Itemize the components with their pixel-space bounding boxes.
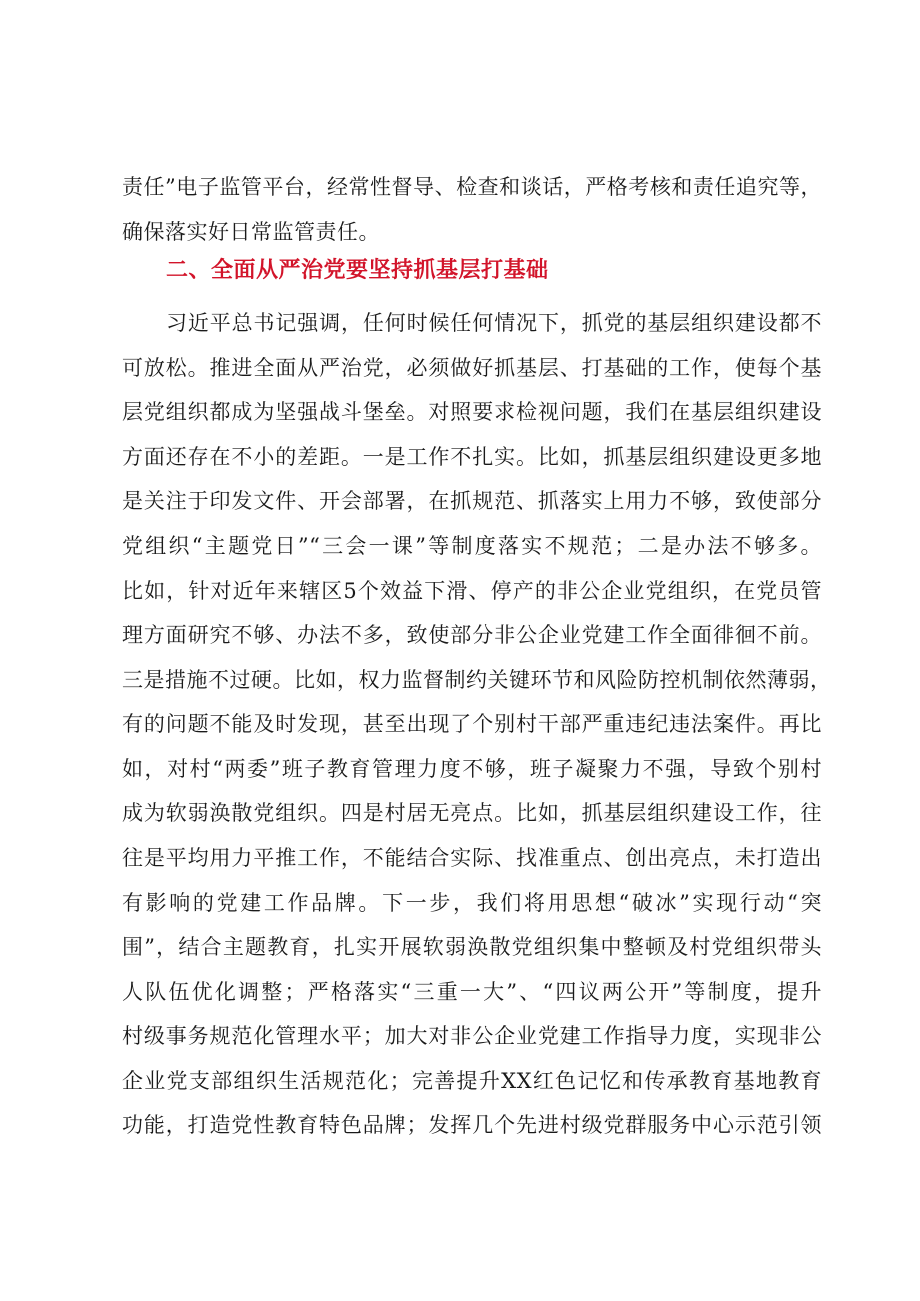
paragraph-line: 往是平均用力平推工作，不能结合实际、找准重点、创出亮点，未打造出 bbox=[122, 846, 822, 870]
paragraph-line: 如，对村“两委”班子教育管理力度不够，班子凝聚力不强，导致个别村 bbox=[122, 757, 822, 781]
paragraph-line: 有的问题不能及时发现，甚至出现了个别村干部严重违纪违法案件。再比 bbox=[122, 712, 822, 736]
paragraph-line: 成为软弱涣散党组织。四是村居无亮点。比如，抓基层组织建设工作，往 bbox=[122, 801, 822, 825]
paragraph-line: 可放松。推进全面从严治党，必须做好抓基层、打基础的工作，使每个基 bbox=[122, 356, 822, 380]
paragraph-line: 方面还存在不小的差距。一是工作不扎实。比如，抓基层组织建设更多地 bbox=[122, 445, 822, 469]
paragraph-line: 层党组织都成为坚强战斗堡垒。对照要求检视问题，我们在基层组织建设 bbox=[122, 400, 822, 424]
paragraph-line: 围”，结合主题教育，扎实开展软弱涣散党组织集中整顿及村党组织带头 bbox=[122, 935, 822, 959]
paragraph-line: 党组织“主题党日”“三会一课”等制度落实不规范；二是办法不够多。 bbox=[122, 534, 822, 558]
paragraph-line: 企业党支部组织生活规范化；完善提升XX红色记忆和传承教育基地教育 bbox=[122, 1069, 822, 1093]
paragraph-line: 责任”电子监管平台，经常性督导、检查和谈话，严格考核和责任追究等， bbox=[122, 175, 822, 199]
paragraph-line: 确保落实好日常监管责任。 bbox=[122, 220, 380, 244]
paragraph-line: 习近平总书记强调，任何时候任何情况下，抓党的基层组织建设都不 bbox=[166, 311, 822, 335]
paragraph-line: 理方面研究不够、办法不多，致使部分非公企业党建工作全面徘徊不前。 bbox=[122, 623, 822, 647]
section-heading: 二、全面从严治党要坚持抓基层打基础 bbox=[166, 258, 549, 283]
paragraph-line: 村级事务规范化管理水平；加大对非公企业党建工作指导力度，实现非公 bbox=[122, 1024, 822, 1048]
paragraph-line: 功能，打造党性教育特色品牌；发挥几个先进村级党群服务中心示范引领 bbox=[122, 1113, 822, 1137]
paragraph-line: 三是措施不过硬。比如，权力监督制约关键环节和风险防控机制依然薄弱， bbox=[122, 668, 832, 692]
paragraph-line: 是关注于印发文件、开会部署，在抓规范、抓落实上用力不够，致使部分 bbox=[122, 489, 822, 513]
paragraph-line: 人队伍优化调整；严格落实“三重一大”、“四议两公开”等制度，提升 bbox=[122, 980, 822, 1004]
paragraph-line: 比如，针对近年来辖区5个效益下滑、停产的非公企业党组织，在党员管 bbox=[122, 579, 822, 603]
paragraph-line: 有影响的党建工作品牌。下一步，我们将用思想“破冰”实现行动“突 bbox=[122, 891, 822, 915]
